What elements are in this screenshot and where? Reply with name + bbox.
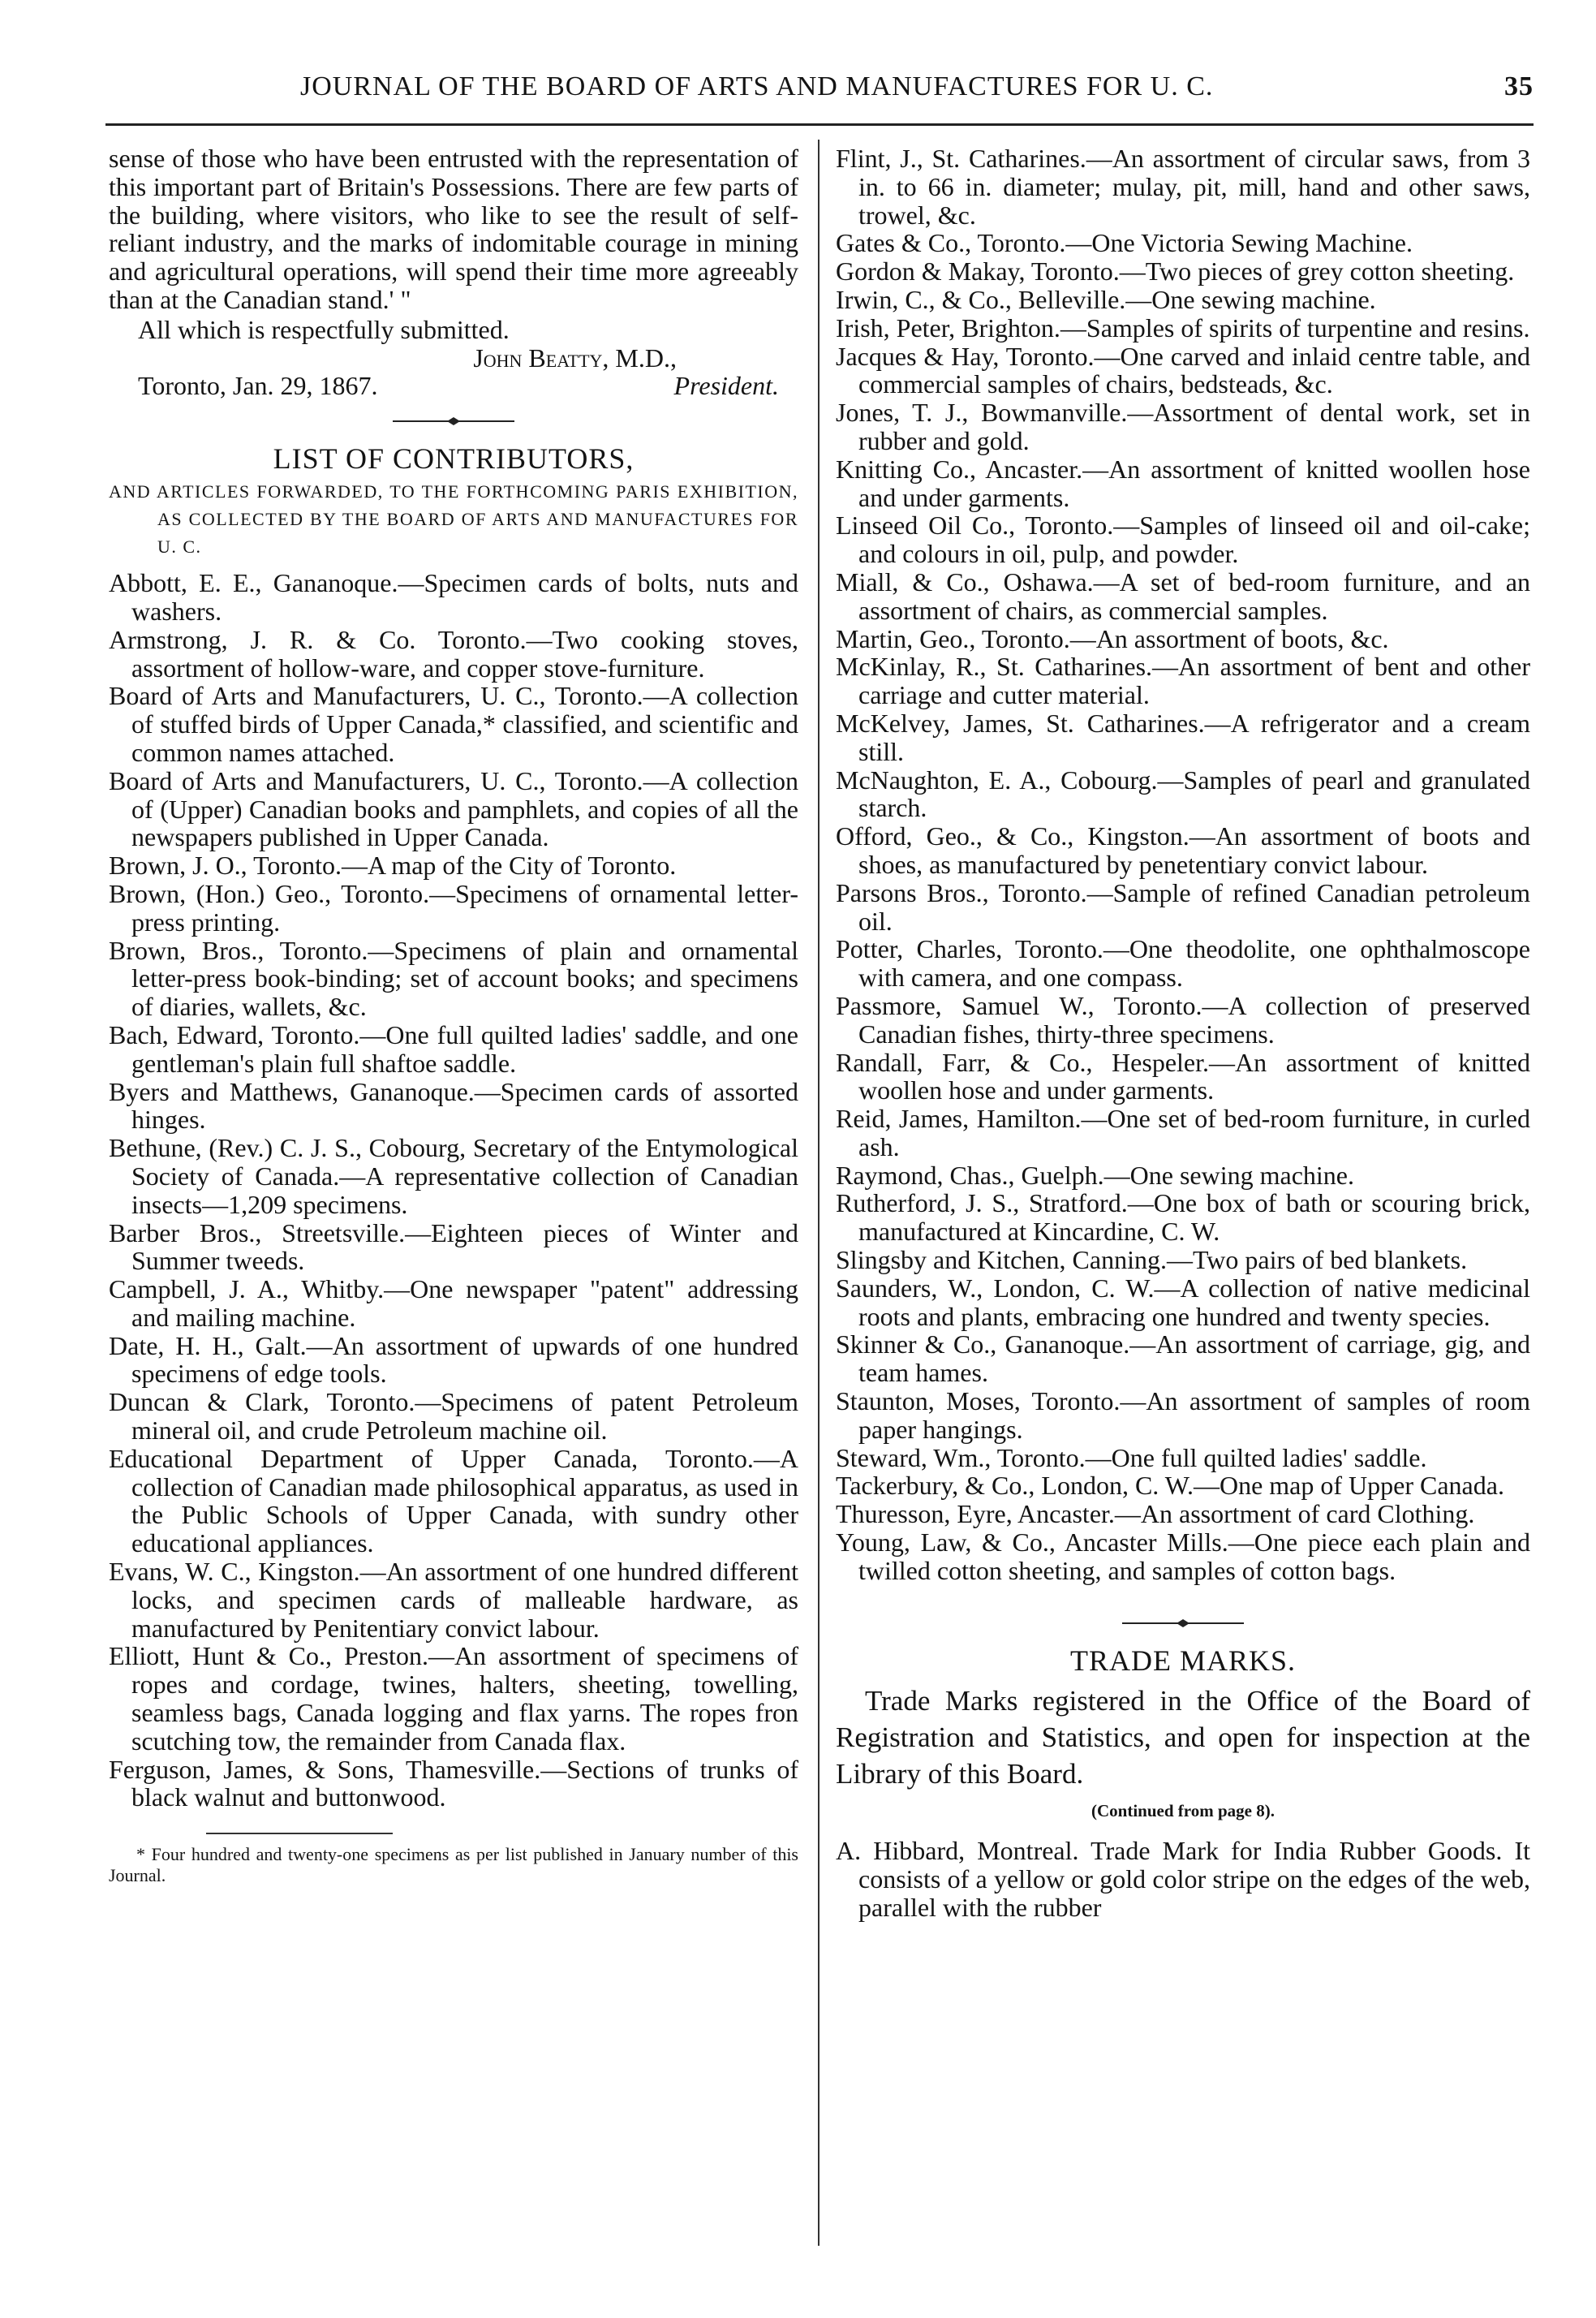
section-ornament	[393, 416, 514, 427]
list-item: Tackerbury, & Co., London, C. W.—One map of Upper Canada.	[836, 1471, 1504, 1501]
list-item: Duncan & Clark, Toronto.—Specimens of patent Petroleum mineral oil, and crude Petroleum machine oil.	[109, 1387, 798, 1446]
list-item: Ferguson, James, & Sons, Thamesville.—Sections of trunks of black walnut and buttonwood.	[109, 1754, 798, 1812]
continued-note: (Continued from page 8).	[1091, 1801, 1275, 1821]
list-item: Parsons Bros., Toronto.—Sample of refined Canadian petroleum oil.	[836, 877, 1530, 936]
list-item: Skinner & Co., Gananoque.—An assortment of carriage, gig, and team hames.	[836, 1329, 1530, 1388]
contributors-heading: LIST OF CONTRIBUTORS,	[273, 442, 635, 476]
list-item: Thuresson, Eyre, Ancaster.—An assortment of card Clothing.	[836, 1499, 1475, 1529]
left-column	[109, 144, 798, 1886]
closing-line: All which is respectfully submitted.	[138, 314, 510, 344]
page-number: 35	[1504, 71, 1534, 101]
list-item: Jones, T. J., Bowmanville.—Assortment of dental work, set in rubber and gold.	[836, 398, 1530, 455]
list-item: Elliott, Hunt & Co., Preston.—An assortment of specimens of ropes and cordage, twines, halters, sheeting, towelling, seamless bags, Canada logging and flax yarns. The ropes fron scutching tow, the remainder from Canada flax.	[109, 1641, 798, 1756]
signature-name: John Beatty, M.D.,	[473, 343, 677, 373]
list-item: McKelvey, James, St. Catharines.—A refrigerator and a cream still.	[836, 708, 1530, 766]
signature-place-date: Toronto, Jan. 29, 1867.	[138, 371, 378, 401]
list-item: Staunton, Moses, Toronto.—An assortment of samples of room paper hangings.	[836, 1386, 1530, 1444]
list-item: Steward, Wm., Toronto.—One full quilted ladies' saddle.	[836, 1442, 1427, 1472]
trade-marks-intro: Trade Marks registered in the Office of the Board of Registration and Statistics, and open for inspection at the Library of this Board.	[836, 1685, 1530, 1790]
signature-title: President.	[673, 371, 779, 401]
list-item: Passmore, Samuel W., Toronto.—A collection of preserved Canadian fishes, thirty-three specimens.	[836, 990, 1530, 1049]
list-item: Abbott, E. E., Gananoque.—Specimen cards of bolts, nuts and washers.	[109, 568, 798, 626]
right-column	[836, 144, 1530, 1922]
list-item: Bethune, (Rev.) C. J. S., Cobourg, Secretary of the Entymological Society of Canada.—A representative collection of Canadian insects—1,209 specimens.	[109, 1133, 798, 1219]
page-header	[105, 65, 1534, 112]
intro-paragraph: sense of those who have been entrusted with the representation of this important part of Britain's Possessions. There are few parts of the building, where visitors, who like to see the result of self-reliant industry, and the marks of indomitable courage in mining and agricultural operations, will spend their time more agreeably than at the Canadian stand.' "	[109, 144, 798, 314]
list-item: Evans, W. C., Kingston.—An assortment of one hundred different locks, and specimen cards of malleable hardware, as manufactured by Penitentiary convict labour.	[109, 1557, 798, 1643]
list-item: Educational Department of Upper Canada, Toronto.—A collection of Canadian made philosophical apparatus, as used in the Public Schools of Upper Canada, with sundry other educational appliances.	[109, 1443, 798, 1558]
list-item: Armstrong, J. R. & Co. Toronto.—Two cooking stoves, assortment of hollow-ware, and copper stove-furniture.	[109, 624, 798, 683]
list-item: McNaughton, E. A., Cobourg.—Samples of pearl and granulated starch.	[836, 765, 1530, 823]
list-item: Byers and Matthews, Gananoque.—Specimen cards of assorted hinges.	[109, 1076, 798, 1135]
list-item: Irwin, C., & Co., Belleville.—One sewing machine.	[836, 284, 1376, 314]
footnote: * Four hundred and twenty-one specimens as per list published in January number of this Journal.	[109, 1844, 798, 1886]
list-item: Bach, Edward, Toronto.—One full quilted ladies' saddle, and one gentleman's plain full shaftoe saddle.	[109, 1019, 798, 1078]
list-item: Brown, (Hon.) Geo., Toronto.—Specimens of ornamental letter-press printing.	[109, 878, 798, 937]
list-item: Slingsby and Kitchen, Canning.—Two pairs of bed blankets.	[836, 1245, 1468, 1275]
contributors-list-left	[109, 569, 798, 1812]
list-item: Gates & Co., Toronto.—One Victoria Sewing Machine.	[836, 228, 1413, 258]
list-item: Gordon & Makay, Toronto.—Two pieces of grey cotton sheeting.	[836, 256, 1515, 287]
list-item: Date, H. H., Galt.—An assortment of upwards of one hundred specimens of edge tools.	[109, 1330, 798, 1389]
running-title: JOURNAL OF THE BOARD OF ARTS AND MANUFACTURES FOR U. C.	[300, 71, 1214, 101]
list-item: Potter, Charles, Toronto.—One theodolite, one ophthalmoscope with camera, and one compass.	[836, 934, 1530, 993]
list-item: Barber Bros., Streetsville.—Eighteen pieces of Winter and Summer tweeds.	[109, 1217, 798, 1276]
list-item: Brown, Bros., Toronto.—Specimens of plain and ornamental letter-press book-binding; set of account books; and specimens of diaries, wallets, &c.	[109, 935, 798, 1022]
list-item: Martin, Geo., Toronto.—An assortment of boots, &c.	[836, 623, 1389, 653]
list-item: Knitting Co., Ancaster.—An assortment of knitted woollen hose and under garments.	[836, 454, 1530, 512]
list-item: Campbell, J. A., Whitby.—One newspaper "patent" addressing and mailing machine.	[109, 1274, 798, 1332]
trade-marks-heading: TRADE MARKS.	[1069, 1644, 1297, 1677]
list-item: Board of Arts and Manufacturers, U. C., Toronto.—A collection of stuffed birds of Upper Canada,* classified, and scientific and common names attached.	[109, 681, 798, 767]
list-item: Miall, & Co., Oshawa.—A set of bed-room furniture, and an assortment of chairs, as commercial samples.	[836, 567, 1530, 625]
trade-mark-entry: A. Hibbard, Montreal. Trade Mark for India Rubber Goods. It consists of a yellow or gold color stripe on the edges of the web, parallel with the rubber	[836, 1836, 1530, 1922]
list-item: Raymond, Chas., Guelph.—One sewing machine.	[836, 1160, 1354, 1190]
list-item: Jacques & Hay, Toronto.—One carved and inlaid centre table, and commercial samples of chairs, bedsteads, &c.	[836, 341, 1530, 399]
list-item: Randall, Farr, & Co., Hespeler.—An assortment of knitted woollen hose and under garments.	[836, 1047, 1530, 1105]
list-item: Linseed Oil Co., Toronto.—Samples of linseed oil and oil-cake; and colours in oil, pulp, and powder.	[836, 511, 1530, 569]
list-item: Offord, Geo., & Co., Kingston.—An assortment of boots and shoes, as manufactured by penetentiary convict labour.	[836, 821, 1530, 879]
list-item: McKinlay, R., St. Catharines.—An assortment of bent and other carriage and cutter material.	[836, 652, 1530, 710]
signature-row	[109, 372, 798, 401]
footnote-rule	[206, 1833, 393, 1834]
list-item: Reid, James, Hamilton.—One set of bed-room furniture, in curled ash.	[836, 1104, 1530, 1161]
list-item: Young, Law, & Co., Ancaster Mills.—One piece each plain and twilled cotton sheeting, and samples of cotton bags.	[836, 1527, 1530, 1585]
list-item: Irish, Peter, Brighton.—Samples of spirits of turpentine and resins.	[836, 312, 1530, 343]
list-item: Brown, J. O., Toronto.—A map of the City of Toronto.	[109, 851, 677, 881]
header-rule	[105, 123, 1534, 126]
list-item: Flint, J., St. Catharines.—An assortment of circular saws, from 3 in. to 66 in. diameter; mulay, pit, mill, hand and other saws, trowel, &c.	[836, 144, 1530, 230]
list-item: Rutherford, J. S., Stratford.—One box of bath or scouring brick, manufactured at Kincardine, C. W.	[836, 1188, 1530, 1247]
column-divider	[818, 140, 820, 2246]
section-ornament	[1122, 1618, 1244, 1629]
contributors-subheading: AND ARTICLES FORWARDED, TO THE FORTHCOMING PARIS EXHIBITION, AS COLLECTED BY THE BOARD OF ARTS AND MANUFACTURES FOR U. C.	[109, 481, 798, 558]
contributors-list-right	[836, 144, 1530, 1585]
list-item: Board of Arts and Manufacturers, U. C., Toronto.—A collection of (Upper) Canadian books and pamphlets, and copies of all the newspapers published in Upper Canada.	[109, 765, 798, 852]
list-item: Saunders, W., London, C. W.—A collection of native medicinal roots and plants, embracing one hundred and twenty species.	[836, 1273, 1530, 1331]
